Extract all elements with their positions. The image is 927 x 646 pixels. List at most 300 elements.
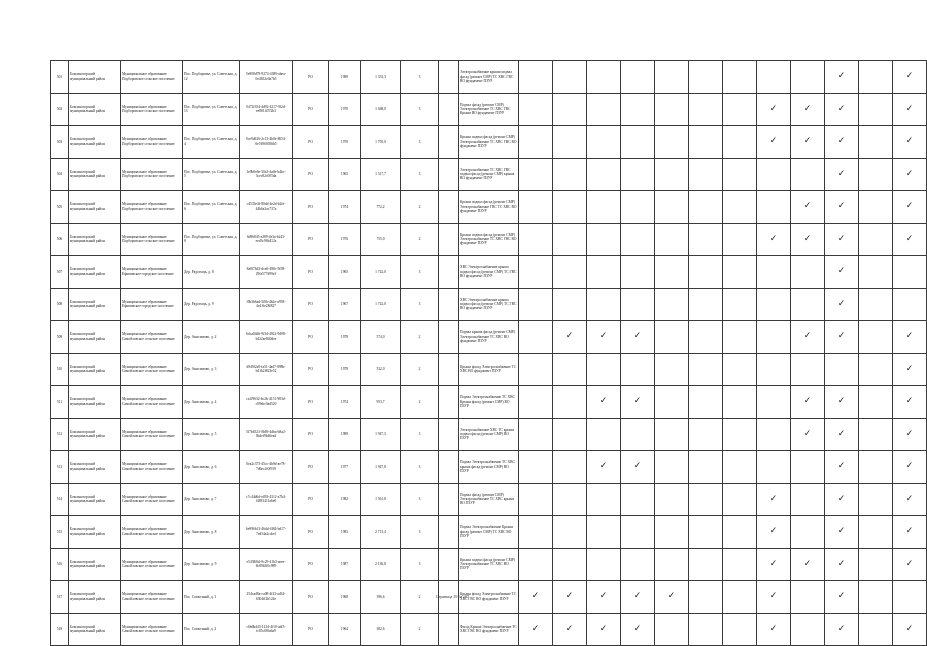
work-check-cell bbox=[553, 288, 587, 321]
work-check-cell bbox=[825, 418, 859, 451]
work-check-cell bbox=[553, 451, 587, 484]
area-cell: 1 947,8 bbox=[361, 451, 401, 484]
work-check-cell bbox=[519, 191, 553, 224]
check-mark-icon: ✓ bbox=[837, 266, 846, 277]
work-check-cell bbox=[825, 483, 859, 516]
work-check-cell bbox=[621, 61, 655, 94]
row-number: 507 bbox=[51, 256, 69, 289]
district-cell: Боксиногорский муниципальный район bbox=[69, 613, 121, 646]
work-check-cell bbox=[825, 451, 859, 484]
work-check-cell bbox=[757, 516, 791, 549]
check-mark-icon: ✓ bbox=[803, 103, 812, 114]
address-cell: Дер. Радогощь, д. 8 bbox=[183, 256, 240, 289]
work-check-cell bbox=[655, 61, 689, 94]
work-check-cell bbox=[791, 548, 825, 581]
work-check-cell bbox=[689, 223, 723, 256]
table-row bbox=[51, 548, 927, 581]
work-check-cell bbox=[859, 483, 893, 516]
work-check-cell bbox=[893, 256, 927, 289]
check-mark-icon: ✓ bbox=[803, 558, 812, 569]
table-row bbox=[51, 483, 927, 516]
work-check-cell bbox=[553, 321, 587, 354]
work-check-cell bbox=[825, 223, 859, 256]
works-cell: ХВС Электроснабжение крыша подвал фасад (ремонт СМР) ТС ГВС ВО фундамент ПЗУР bbox=[459, 256, 519, 289]
uid-cell: 5e908d79-9274-4389-abea-0e4652e0a7b5 bbox=[240, 61, 293, 94]
work-check-cell bbox=[689, 256, 723, 289]
address-cell: Дер. Анисимово, д. 6 bbox=[183, 451, 240, 484]
work-check-cell bbox=[689, 288, 723, 321]
check-mark-icon: ✓ bbox=[905, 623, 914, 634]
work-check-cell bbox=[689, 483, 723, 516]
check-mark-icon: ✓ bbox=[837, 493, 846, 504]
work-check-cell bbox=[655, 158, 689, 191]
year-cell: 1970 bbox=[329, 126, 361, 159]
row-number: 501 bbox=[51, 61, 69, 94]
district-cell: Боксиногорский муниципальный район bbox=[69, 483, 121, 516]
work-check-cell bbox=[757, 483, 791, 516]
work-check-cell bbox=[519, 516, 553, 549]
register-sheet bbox=[50, 60, 914, 646]
floors-cell: 3 bbox=[401, 288, 439, 321]
check-mark-icon: ✓ bbox=[803, 136, 812, 147]
check-mark-icon: ✓ bbox=[837, 71, 846, 82]
floors-cell: 3 bbox=[401, 61, 439, 94]
empty-cell bbox=[439, 418, 459, 451]
work-check-cell bbox=[859, 93, 893, 126]
work-check-cell bbox=[859, 451, 893, 484]
check-mark-icon: ✓ bbox=[769, 623, 778, 634]
works-cell: ХВС Электроснабжение крыша подвал фасад (ремонт СМР) ТС ГВС ВО фундамент ПЗУР bbox=[459, 288, 519, 321]
empty-cell bbox=[439, 288, 459, 321]
work-check-cell bbox=[553, 158, 587, 191]
check-mark-icon: ✓ bbox=[769, 136, 778, 147]
district-cell: Боксиногорский муниципальный район bbox=[69, 256, 121, 289]
year-cell: 1978 bbox=[329, 353, 361, 386]
work-check-cell bbox=[519, 386, 553, 419]
work-check-cell bbox=[791, 516, 825, 549]
work-check-cell bbox=[859, 353, 893, 386]
work-check-cell bbox=[519, 613, 553, 646]
work-check-cell bbox=[655, 548, 689, 581]
work-check-cell bbox=[655, 93, 689, 126]
table-row bbox=[51, 158, 927, 191]
year-cell: 1965 bbox=[329, 256, 361, 289]
table-row bbox=[51, 353, 927, 386]
work-check-cell bbox=[791, 158, 825, 191]
work-check-cell bbox=[825, 516, 859, 549]
work-check-cell bbox=[791, 353, 825, 386]
district-cell: Боксиногорский муниципальный район bbox=[69, 93, 121, 126]
works-cell: Подвал фасад (ремонт СМР) Электроснабжение ТС ХВС ГВС Крыша ВО фундамент ПЗУР bbox=[459, 93, 519, 126]
work-check-cell bbox=[553, 548, 587, 581]
work-check-cell bbox=[519, 483, 553, 516]
work-check-cell bbox=[553, 483, 587, 516]
area-cell: 1 705,0 bbox=[361, 126, 401, 159]
address-cell: Дер. Анисимово, д. 9 bbox=[183, 548, 240, 581]
settlement-cell: Муниципальное образование Подборовское сельское поселение bbox=[121, 93, 183, 126]
work-check-cell bbox=[621, 288, 655, 321]
type-cell: РО bbox=[293, 223, 329, 256]
work-check-cell bbox=[859, 613, 893, 646]
address-cell: Пос. Подборовье, ул. Советская, д. 13 bbox=[183, 93, 240, 126]
area-cell: 1 368,0 bbox=[361, 93, 401, 126]
work-check-cell bbox=[723, 93, 757, 126]
work-check-cell bbox=[893, 548, 927, 581]
floors-cell: 2 bbox=[401, 191, 439, 224]
check-mark-icon: ✓ bbox=[769, 558, 778, 569]
check-mark-icon: ✓ bbox=[837, 428, 846, 439]
houses-table bbox=[50, 60, 927, 646]
work-check-cell bbox=[553, 613, 587, 646]
works-cell: Крыша подвал фасад (ремонт СМР) Электроснабжение ТС ХВС ВО ПЗУР bbox=[459, 548, 519, 581]
work-check-cell bbox=[519, 451, 553, 484]
work-check-cell bbox=[621, 418, 655, 451]
empty-cell bbox=[439, 386, 459, 419]
uid-cell: f0b3b6ad-5f0b-4b2e-a958-4e41fe28f827 bbox=[240, 288, 293, 321]
uid-cell: 0ea2c375-45cc-4b9d-ae78-7d6ec2f0f919 bbox=[240, 451, 293, 484]
type-cell: РО bbox=[293, 61, 329, 94]
work-check-cell bbox=[519, 93, 553, 126]
year-cell: 1967 bbox=[329, 288, 361, 321]
work-check-cell bbox=[859, 158, 893, 191]
uid-cell: c6b6bd43-141d-4f10-adf5-fc85c08fa6a9 bbox=[240, 613, 293, 646]
work-check-cell bbox=[621, 126, 655, 159]
row-number: 518 bbox=[51, 613, 69, 646]
address-cell: Дер. Анисимово, д. 2 bbox=[183, 321, 240, 354]
check-mark-icon: ✓ bbox=[599, 623, 608, 634]
work-check-cell bbox=[519, 61, 553, 94]
check-mark-icon: ✓ bbox=[633, 591, 642, 602]
type-cell: РО bbox=[293, 191, 329, 224]
work-check-cell bbox=[621, 321, 655, 354]
uid-cell: e5438f6d-9c29-41b3-aeee-8c89b3f0c989 bbox=[240, 548, 293, 581]
area-cell: 953,7 bbox=[361, 386, 401, 419]
work-check-cell bbox=[825, 126, 859, 159]
work-check-cell bbox=[519, 321, 553, 354]
district-cell: Боксиногорский муниципальный район bbox=[69, 321, 121, 354]
district-cell: Боксиногорский муниципальный район bbox=[69, 223, 121, 256]
address-cell: Пос. Подборовье, ул. Советская, д. 8 bbox=[183, 223, 240, 256]
work-check-cell bbox=[519, 288, 553, 321]
address-cell: Дер. Радогощь, д. 9 bbox=[183, 288, 240, 321]
work-check-cell bbox=[587, 418, 621, 451]
work-check-cell bbox=[655, 613, 689, 646]
row-number: 503 bbox=[51, 126, 69, 159]
check-mark-icon: ✓ bbox=[803, 331, 812, 342]
row-number: 506 bbox=[51, 223, 69, 256]
row-number: 504 bbox=[51, 158, 69, 191]
type-cell: РО bbox=[293, 93, 329, 126]
work-check-cell bbox=[621, 613, 655, 646]
row-number: 511 bbox=[51, 386, 69, 419]
work-check-cell bbox=[655, 191, 689, 224]
year-cell: 1977 bbox=[329, 451, 361, 484]
work-check-cell bbox=[655, 223, 689, 256]
settlement-cell: Муниципальное образование Подборовское сельское поселение bbox=[121, 191, 183, 224]
type-cell: РО bbox=[293, 321, 329, 354]
work-check-cell bbox=[587, 158, 621, 191]
year-cell: 1978 bbox=[329, 321, 361, 354]
check-mark-icon: ✓ bbox=[531, 623, 540, 634]
area-cell: 382,6 bbox=[361, 613, 401, 646]
work-check-cell bbox=[825, 321, 859, 354]
row-number: 515 bbox=[51, 516, 69, 549]
check-mark-icon: ✓ bbox=[905, 201, 914, 212]
uid-cell: c7c44d6d-e493-4312-a7b4-f4881411a6e0 bbox=[240, 483, 293, 516]
works-cell: Подвал Электроснабжение Крыша фасад (ремонт СМР) ТС ХВС ВО ПЗУР bbox=[459, 516, 519, 549]
check-mark-icon: ✓ bbox=[837, 558, 846, 569]
check-mark-icon: ✓ bbox=[633, 623, 642, 634]
work-check-cell bbox=[893, 516, 927, 549]
work-check-cell bbox=[587, 191, 621, 224]
uid-cell: 0472f354-dd92-4217-9f2d-ee881f47f2b3 bbox=[240, 93, 293, 126]
work-check-cell bbox=[621, 93, 655, 126]
check-mark-icon: ✓ bbox=[769, 233, 778, 244]
work-check-cell bbox=[621, 483, 655, 516]
work-check-cell bbox=[519, 158, 553, 191]
uid-cell: 6cba04d6-9f3d-4922-9d98-b422ae840dee bbox=[240, 321, 293, 354]
district-cell: Боксиногорский муниципальный район bbox=[69, 581, 121, 614]
check-mark-icon: ✓ bbox=[837, 331, 846, 342]
area-cell: 532,0 bbox=[361, 353, 401, 386]
work-check-cell bbox=[791, 418, 825, 451]
floors-cell: 2 bbox=[401, 321, 439, 354]
work-check-cell bbox=[621, 191, 655, 224]
row-number: 510 bbox=[51, 353, 69, 386]
empty-cell bbox=[439, 451, 459, 484]
type-cell: РО bbox=[293, 483, 329, 516]
check-mark-icon: ✓ bbox=[905, 363, 914, 374]
address-cell: Пос. Совхозный, д. 2 bbox=[183, 613, 240, 646]
work-check-cell bbox=[587, 386, 621, 419]
address-cell: Пос. Подборовье, ул. Советская, д. 6 bbox=[183, 191, 240, 224]
works-cell: Подвал фасад (ремонт СМР) Электроснабжение ТС ХВС крыша ВО ПЗУР bbox=[459, 483, 519, 516]
work-check-cell bbox=[655, 353, 689, 386]
work-check-cell bbox=[757, 191, 791, 224]
work-check-cell bbox=[791, 126, 825, 159]
work-check-cell bbox=[825, 93, 859, 126]
work-check-cell bbox=[791, 483, 825, 516]
work-check-cell bbox=[757, 613, 791, 646]
work-check-cell bbox=[723, 158, 757, 191]
work-check-cell bbox=[655, 418, 689, 451]
work-check-cell bbox=[587, 548, 621, 581]
work-check-cell bbox=[757, 418, 791, 451]
empty-cell bbox=[439, 93, 459, 126]
work-check-cell bbox=[791, 93, 825, 126]
area-cell: 2 136,8 bbox=[361, 548, 401, 581]
check-mark-icon: ✓ bbox=[837, 461, 846, 472]
work-check-cell bbox=[723, 223, 757, 256]
work-check-cell bbox=[825, 548, 859, 581]
works-cell: Электроснабжение ТС ХВС ГВС подвал фасад (ремонт СМР) крыша ВО фундамент ПЗУР bbox=[459, 158, 519, 191]
table-row bbox=[51, 61, 927, 94]
table-row bbox=[51, 93, 927, 126]
work-check-cell bbox=[621, 386, 655, 419]
district-cell: Боксиногорский муниципальный район bbox=[69, 158, 121, 191]
check-mark-icon: ✓ bbox=[633, 461, 642, 472]
work-check-cell bbox=[723, 288, 757, 321]
work-check-cell bbox=[893, 386, 927, 419]
check-mark-icon: ✓ bbox=[905, 71, 914, 82]
work-check-cell bbox=[859, 321, 893, 354]
year-cell: 1974 bbox=[329, 191, 361, 224]
uid-cell: 5f7b6523-0b69-4dba-b8a2-0b4ef9b46ead bbox=[240, 418, 293, 451]
works-cell: Крыша фасад Электроснабжение ТС ХВС ВО фундамент ПЗУР bbox=[459, 353, 519, 386]
work-check-cell bbox=[587, 288, 621, 321]
work-check-cell bbox=[757, 288, 791, 321]
work-check-cell bbox=[825, 256, 859, 289]
works-cell: Крыша фасад Электроснабжение ТС ХВС ГВС ВО фундамент ПЗУР bbox=[459, 581, 519, 614]
work-check-cell bbox=[893, 223, 927, 256]
table-row bbox=[51, 288, 927, 321]
settlement-cell: Муниципальное образование Самойловское сельское поселение bbox=[121, 548, 183, 581]
work-check-cell bbox=[893, 61, 927, 94]
district-cell: Боксиногорский муниципальный район bbox=[69, 191, 121, 224]
work-check-cell bbox=[587, 126, 621, 159]
work-check-cell bbox=[791, 61, 825, 94]
work-check-cell bbox=[723, 418, 757, 451]
work-check-cell bbox=[893, 613, 927, 646]
work-check-cell bbox=[553, 353, 587, 386]
check-mark-icon: ✓ bbox=[803, 428, 812, 439]
work-check-cell bbox=[757, 223, 791, 256]
check-mark-icon: ✓ bbox=[837, 396, 846, 407]
area-cell: 574,0 bbox=[361, 321, 401, 354]
table-row bbox=[51, 191, 927, 224]
type-cell: РО bbox=[293, 548, 329, 581]
check-mark-icon: ✓ bbox=[905, 103, 914, 114]
work-check-cell bbox=[757, 451, 791, 484]
address-cell: Пос. Совхозный, д. 1 bbox=[183, 581, 240, 614]
settlement-cell: Муниципальное образование Самойловское сельское поселение bbox=[121, 321, 183, 354]
check-mark-icon: ✓ bbox=[599, 331, 608, 342]
floors-cell: 3 bbox=[401, 126, 439, 159]
check-mark-icon: ✓ bbox=[837, 623, 846, 634]
work-check-cell bbox=[689, 516, 723, 549]
check-mark-icon: ✓ bbox=[837, 298, 846, 309]
table-row bbox=[51, 418, 927, 451]
work-check-cell bbox=[655, 256, 689, 289]
row-number: 512 bbox=[51, 418, 69, 451]
check-mark-icon: ✓ bbox=[905, 493, 914, 504]
year-cell: 1989 bbox=[329, 61, 361, 94]
uid-cell: 254cad8a-ca08-4f23-ad34-6304ff2b124e bbox=[240, 581, 293, 614]
settlement-cell: Муниципальное образование Подборовское сельское поселение bbox=[121, 126, 183, 159]
work-check-cell bbox=[553, 191, 587, 224]
area-cell: 1 353,3 bbox=[361, 61, 401, 94]
work-check-cell bbox=[893, 158, 927, 191]
work-check-cell bbox=[893, 126, 927, 159]
work-check-cell bbox=[655, 451, 689, 484]
check-mark-icon: ✓ bbox=[769, 591, 778, 602]
work-check-cell bbox=[859, 418, 893, 451]
work-check-cell bbox=[655, 483, 689, 516]
work-check-cell bbox=[553, 418, 587, 451]
work-check-cell bbox=[553, 386, 587, 419]
uid-cell: d949f2a9-fa51-4ad7-898b-b41b2f823e52 bbox=[240, 353, 293, 386]
check-mark-icon: ✓ bbox=[905, 136, 914, 147]
row-number: 502 bbox=[51, 93, 69, 126]
work-check-cell bbox=[791, 288, 825, 321]
work-check-cell bbox=[723, 548, 757, 581]
work-check-cell bbox=[893, 451, 927, 484]
uid-cell: 6e996b13-46dd-4f84-bd17-7ed54a2cdcef bbox=[240, 516, 293, 549]
work-check-cell bbox=[587, 223, 621, 256]
district-cell: Боксиногорский муниципальный район bbox=[69, 353, 121, 386]
works-cell: Подвал Электроснабжение ТС ХВС Крыша фасад (ремонт СМР) ВО ПЗУР bbox=[459, 386, 519, 419]
work-check-cell bbox=[723, 61, 757, 94]
address-cell: Пос. Подборовье, ул. Советская, д. 12 bbox=[183, 61, 240, 94]
check-mark-icon: ✓ bbox=[769, 103, 778, 114]
year-cell: 1989 bbox=[329, 418, 361, 451]
district-cell: Боксиногорский муниципальный район bbox=[69, 288, 121, 321]
table-row bbox=[51, 516, 927, 549]
work-check-cell bbox=[689, 353, 723, 386]
type-cell: РО bbox=[293, 451, 329, 484]
work-check-cell bbox=[621, 223, 655, 256]
work-check-cell bbox=[655, 321, 689, 354]
work-check-cell bbox=[825, 386, 859, 419]
work-check-cell bbox=[825, 191, 859, 224]
district-cell: Боксиногорский муниципальный район bbox=[69, 516, 121, 549]
check-mark-icon: ✓ bbox=[667, 591, 676, 602]
work-check-cell bbox=[587, 321, 621, 354]
table-row bbox=[51, 126, 927, 159]
floors-cell: 2 bbox=[401, 353, 439, 386]
type-cell: РО bbox=[293, 581, 329, 614]
work-check-cell bbox=[587, 451, 621, 484]
settlement-cell: Муниципальное образование Подборовское сельское поселение bbox=[121, 158, 183, 191]
check-mark-icon: ✓ bbox=[905, 396, 914, 407]
work-check-cell bbox=[519, 353, 553, 386]
empty-cell bbox=[439, 223, 459, 256]
work-check-cell bbox=[519, 256, 553, 289]
work-check-cell bbox=[621, 353, 655, 386]
settlement-cell: Муниципальное образование Самойловское сельское поселение bbox=[121, 386, 183, 419]
row-number: 505 bbox=[51, 191, 69, 224]
area-cell: 1 742,0 bbox=[361, 256, 401, 289]
work-check-cell bbox=[621, 256, 655, 289]
type-cell: РО bbox=[293, 256, 329, 289]
work-check-cell bbox=[553, 256, 587, 289]
table-row bbox=[51, 256, 927, 289]
area-cell: 772,2 bbox=[361, 191, 401, 224]
floors-cell: 3 bbox=[401, 548, 439, 581]
district-cell: Боксиногорский муниципальный район bbox=[69, 61, 121, 94]
work-check-cell bbox=[757, 256, 791, 289]
check-mark-icon: ✓ bbox=[769, 526, 778, 537]
year-cell: 1968 bbox=[329, 581, 361, 614]
floors-cell: 2 bbox=[401, 386, 439, 419]
work-check-cell bbox=[825, 613, 859, 646]
work-check-cell bbox=[825, 158, 859, 191]
works-cell: Электроснабжение ХВС ТС крыша подвал фасад (ремонт СМР) ВО ПЗУР bbox=[459, 418, 519, 451]
work-check-cell bbox=[689, 451, 723, 484]
table-body bbox=[51, 61, 927, 646]
row-number: 513 bbox=[51, 451, 69, 484]
work-check-cell bbox=[859, 61, 893, 94]
works-cell: Электроснабжение крыши подвал фасад (ремонт СМР) ТС ХВС ГВС ВО фундамент ПЗУР bbox=[459, 61, 519, 94]
empty-cell bbox=[439, 613, 459, 646]
year-cell: 1976 bbox=[329, 223, 361, 256]
work-check-cell bbox=[859, 386, 893, 419]
area-cell: 2 713,4 bbox=[361, 516, 401, 549]
type-cell: РО bbox=[293, 418, 329, 451]
work-check-cell bbox=[825, 288, 859, 321]
settlement-cell: Муниципальное образование Подборовское сельское поселение bbox=[121, 61, 183, 94]
uid-cell: 1e9b0e6e-30a3-4a0e-b4bc-3cec82c005da bbox=[240, 158, 293, 191]
